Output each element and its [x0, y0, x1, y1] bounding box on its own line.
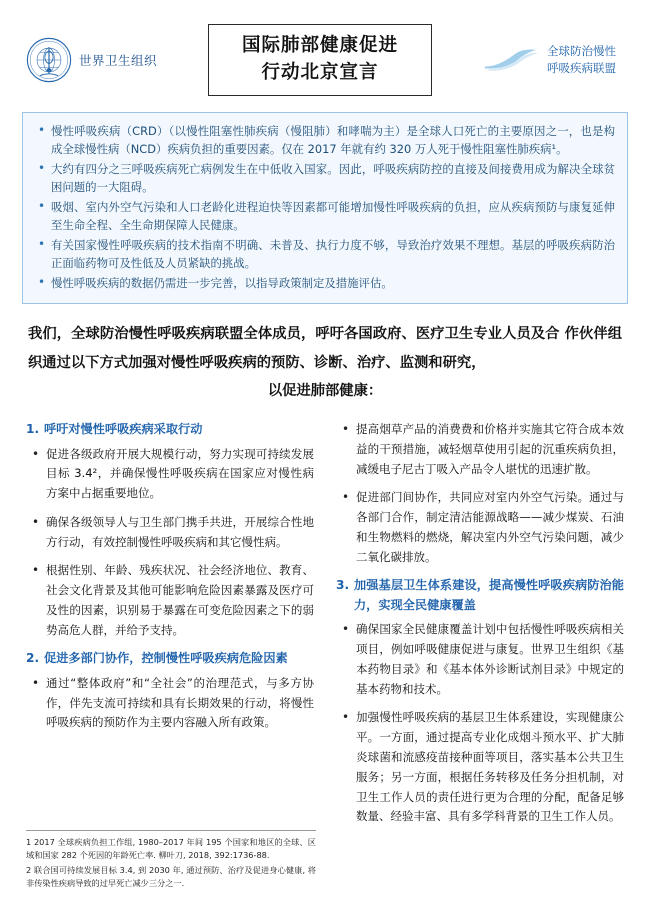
summary-box: [22, 112, 628, 304]
section-bullet: • 促进各级政府开展大规模行动，努力实现可持续发展目标 3.4²，并确保慢性呼吸疾病在国家应对慢性病方案中占据重要地位。: [26, 445, 314, 504]
summary-bullet: • 大约有四分之三呼吸疾病死亡病例发生在中低收入国家。因此，呼吸疾病防控的直接及间接费用成为解决全球贫困问题的一大阻碍。: [51, 160, 615, 197]
section-title: 促进多部门协作，控制慢性呼吸疾病危险因素: [44, 651, 288, 666]
section-number: 3.: [336, 578, 350, 593]
statement-line-2: 作伙伴组织通过以下方式加强对慢性呼吸疾病的预防、诊断、治疗、监测和研究，: [28, 326, 622, 371]
page-content: [22, 18, 628, 898]
gard-swoosh-icon: [483, 45, 539, 75]
section-number: 2.: [26, 651, 40, 666]
section-bullet: • 确保国家全民健康覆盖计划中包括慢性呼吸疾病相关项目，例如呼吸健康促进与康复。世界卫生组织《基本药物目录》和《基本体外诊断试剂目录》中规定的基本药物和技术。: [336, 620, 624, 699]
section-number: 1.: [26, 422, 40, 436]
document-title-box: [208, 24, 432, 96]
section-bullet: • 提高烟草产品的消费费和价格并实施其它符合成本效益的干预措施，减轻烟草使用引起的沉重疾病负担，减缓电子尼古丁吸入产品令人堪忧的迅速扩散。: [336, 420, 624, 479]
footnotes: [26, 830, 316, 892]
footnote: 1 2017 全球疾病负担工作组, 1980–2017 年间 195 个国家和地区的全球、区域和国家 282 个死因的年龄死亡率. 柳叶刀, 2018, 392:1736-88.: [26, 837, 316, 861]
who-label: 世界卫生组织: [79, 53, 158, 68]
gard-label-line-1: 全球防治慢性: [547, 43, 616, 58]
section-bullet: • 促进部门间协作，共同应对室内外空气污染。通过与各部门合作，制定清洁能源战略——减少煤炭、石油和生物燃料的燃烧，解决室内外空气污染问题，减少二氧化碳排放。: [336, 488, 624, 567]
gard-label-line-2: 呼吸疾病联盟: [547, 61, 616, 75]
who-logo-block: [26, 37, 208, 83]
section-bullet: • 根据性别、年龄、残疾状况、社会经济地位、教育、社会文化背景及其他可能影响危险因素暴露及医疗可及性的因素，识别易于暴露在可变危险因素之下的弱势高危人群，并给予支持。: [26, 561, 314, 640]
statement-line-1: 我们，全球防治慢性呼吸疾病联盟全体成员，呼吁各国政府、医疗卫生专业人员及合: [28, 326, 560, 343]
title-line-1: 国际肺部健康促进: [241, 35, 398, 57]
title-line-2: 行动北京宣言: [261, 61, 379, 83]
section-heading-2: [26, 649, 314, 669]
body-columns: [22, 420, 628, 836]
summary-bullet: • 吸烟、室内外空气污染和人口老龄化进程迫快等因素都可能增加慢性呼吸疾病的负担，应从疾病预防与康复延伸至生命全程、全生命期保障人民健康。: [51, 198, 615, 235]
section-bullet: • 通过“整体政府”和“全社会”的治理范式，与多方协作，伴先支流可持续和具有长期效果的行动，将慢性呼吸疾病的预防作为主要内容融入所有政策。: [26, 674, 314, 733]
gard-label: [547, 43, 616, 78]
summary-bullet-list: [29, 122, 615, 292]
document-header: [22, 18, 628, 102]
gard-logo-block: [432, 43, 624, 78]
who-emblem-icon: [26, 37, 72, 83]
section-heading-1: [26, 420, 314, 440]
summary-bullet: • 慢性呼吸疾病的数据仍需进一步完善，以指导政策制定及措施评估。: [51, 274, 615, 292]
section-bullet: • 确保各级领导人与卫生部门携手共进，开展综合性地方行动，有效控制慢性呼吸疾病和其它慢性病。: [26, 513, 314, 553]
right-column: [336, 420, 624, 836]
left-column: [26, 420, 314, 836]
section-title: 呼吁对慢性呼吸疾病采取行动: [44, 422, 203, 436]
section-heading-3: [336, 576, 624, 615]
section-bullet: • 加强慢性呼吸疾病的基层卫生体系建设，实现健康公平。一方面，通过提高专业化成烟斗预水平、扩大肺炎球菌和流感疫苗接种面等项目，落实基本公共卫生服务；另一方面，根据任务转移及任务分担机制，对卫生工作人员的责任进行更为合理的分配，配备足够数量、经验丰富、具有多学科背景的卫生工作人员。: [336, 708, 624, 827]
footnote: 2 联合国可持续发展目标 3.4, 到 2030 年, 通过预防、治疗及促进身心健康, 将非传染性疾病导致的过早死亡减少三分之一.: [26, 865, 316, 889]
summary-bullet: • 慢性呼吸疾病（CRD）（以慢性阻塞性肺疾病（慢阻肺）和哮喘为主）是全球人口死亡的主要原因之一，也是构成全球慢性病（NCD）疾病负担的重要因素。仅在 2017 年就有约 320 万人死于慢性阻塞性肺疾病¹。: [51, 122, 615, 159]
declaration-statement: [22, 320, 628, 406]
summary-bullet: • 有关国家慢性呼吸疾病的技术指南不明确、未普及、执行力度不够，导致治疗效果不理想。基层的呼吸疾病防治正面临药物可及性低及人员紧缺的挑战。: [51, 236, 615, 273]
section-title: 加强基层卫生体系建设，提高慢性呼吸疾病防治能力，实现全民健康覆盖: [354, 578, 624, 612]
statement-line-3: 以促进肺部健康：: [267, 383, 383, 400]
